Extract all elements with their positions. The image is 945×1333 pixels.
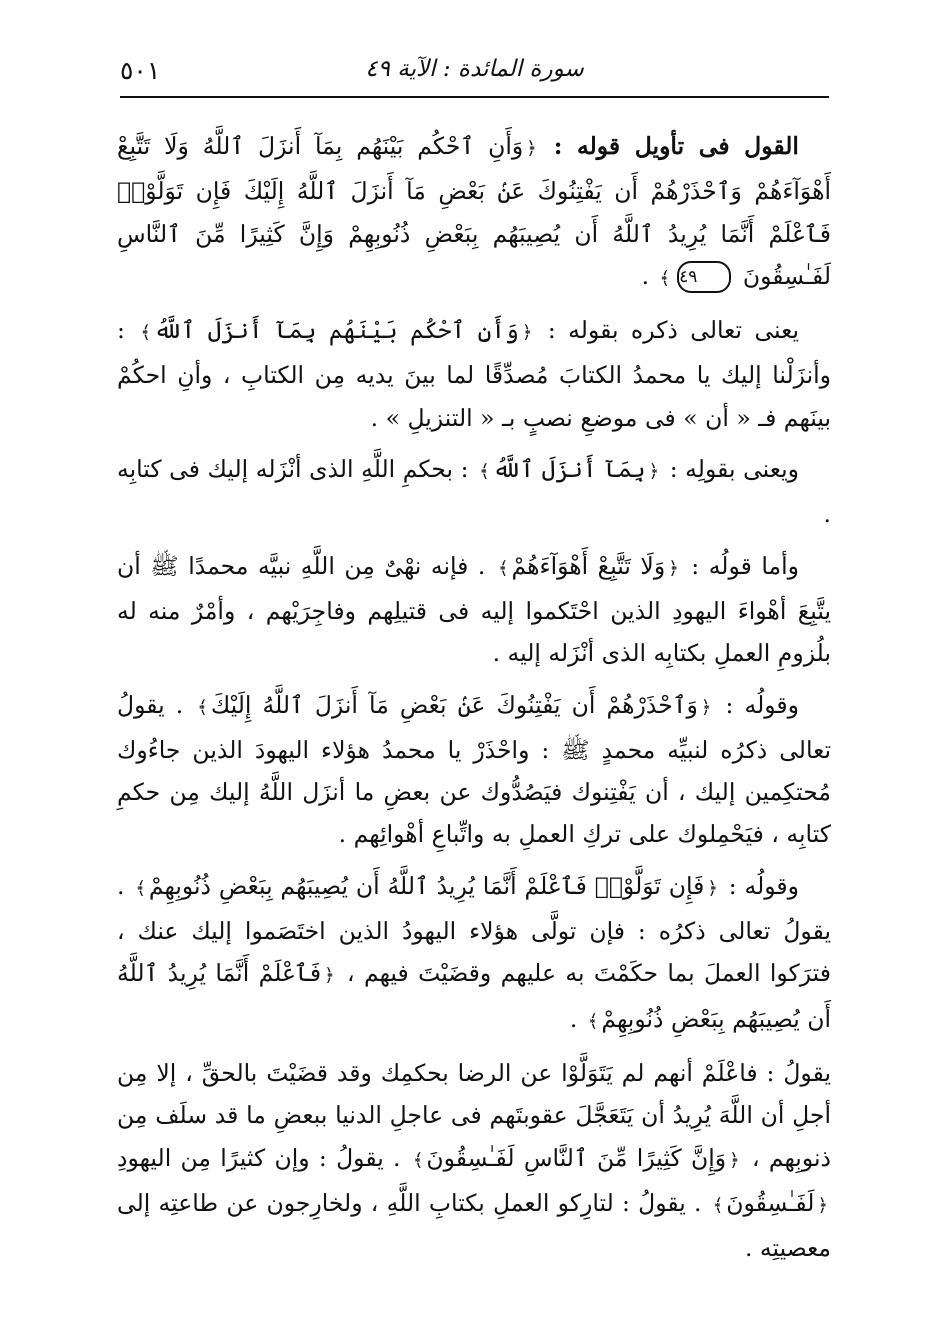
verse-open-bracket: ﴿ bbox=[648, 461, 660, 483]
verse-close-bracket: ﴾ bbox=[659, 267, 671, 289]
paragraph-text: وقولُه : bbox=[714, 690, 799, 719]
verse-close-bracket: ﴾ bbox=[140, 322, 151, 344]
verse-close-bracket: ﴾ bbox=[497, 557, 509, 579]
paragraph-text: . يقولُ تعالى ذكرُه : فإن تولَّى هؤلاء اليهودُ الذين اختَصَموا إليك عنك ، فترَكوا العملَ بما حكَمْتَ به عليهم وقضَيْتَ فيهم ، bbox=[117, 871, 831, 988]
paragraph-text: وأما قولُه : bbox=[681, 551, 799, 580]
quran-verse: وَإِنَّ كَثِيرًا مِّنَ ٱلنَّاسِ لَفَـٰسِقُونَ bbox=[426, 1143, 727, 1172]
paragraph-2 bbox=[117, 309, 831, 439]
verse-open-bracket: ﴿ bbox=[668, 557, 679, 579]
paragraph-text: يعنى تعالى ذكره بقوله : bbox=[535, 316, 800, 345]
paragraph-text: وقولُه : bbox=[720, 871, 799, 900]
quran-verse: فَإِن تَوَلَّوْا۟ فَٱعْلَمْ أَنَّمَا يُرِيدُ ٱللَّهُ أَن يُصِيبَهُم بِبَعْضِ ذُنُوبِهِمْ bbox=[148, 871, 705, 900]
verse-open-bracket: ﴿ bbox=[729, 1149, 740, 1171]
quran-verse: وَأَنِ ٱحْكُم بَيْنَهُم بِمَآ أَنزَلَ ٱللَّهُ وَلَا تَتَّبِعْ أَهْوَآءَهُمْ وَٱحْذَرْهُمْ أَن يَفْتِنُوكَ عَنۢ بَعْضِ مَآ أَنزَلَ ٱللَّهُ إِلَيْكَ فَإِن تَوَلَّوْا۟ فَٱعْلَمْ أَنَّمَا يُرِيدُ ٱللَّهُ أَن يُصِيبَهُم بِبَعْضِ ذُنُوبِهِمْ وَإِنَّ كَثِيرًا مِّنَ ٱلنَّاسِ لَفَـٰسِقُونَ bbox=[117, 132, 831, 290]
quran-verse: وَأَنِ ٱحْكُم بَيْنَهُم بِمَآ أَنزَلَ ٱللَّهُ bbox=[153, 316, 519, 345]
paragraph-4 bbox=[117, 545, 831, 675]
paragraph-text: يقولُ : فاعْلَمْ أنهم لم يَتَوَلَّوْا عن الرضا بحكمِك وقد قضَيْتَ بالحقِّ ، إلا مِن أجلِ أن اللَّهَ يُرِيدُ أن يَتَعَجَّلَ عقوبتَهم فى عاجلِ الدنيا ببعضِ ما قد سلَف مِن ذنوبِهم ، bbox=[117, 1058, 831, 1172]
verse-close-bracket: ﴾ bbox=[479, 461, 490, 483]
verse-close-bracket: ﴾ bbox=[712, 1194, 724, 1216]
verse-close-bracket: ﴾ bbox=[197, 696, 208, 718]
paragraph-text: . يقولُ : وإن كثيرًا مِن اليهودِ bbox=[117, 1143, 410, 1172]
paragraph-text: : وأنزَلْنا إليك يا محمدُ الكتابَ مُصدِّقًا لما بينَ يديه مِن الكتابِ ، وأنِ احكُمْ بينَهم فـ « أن » فى موضعِ نصبٍ بـ « التنزيلِ » . bbox=[117, 316, 831, 432]
quran-verse: وَلَا تَتَّبِعْ أَهْوَآءَهُمْ bbox=[511, 551, 666, 580]
paragraph-text: . bbox=[569, 1004, 585, 1033]
quran-verse: بِمَآ أَنزَلَ ٱللَّهُ bbox=[492, 455, 646, 484]
quran-verse: فَٱعْلَمْ أَنَّمَا يُرِيدُ ٱللَّهُ أَن يُصِيبَهُم بِبَعْضِ ذُنُوبِهِمْ bbox=[117, 959, 831, 1033]
header-rule bbox=[120, 96, 829, 98]
verse-open-bracket: ﴿ bbox=[817, 1194, 828, 1216]
paragraph-text: : بحكمِ اللَّهِ الذى أنْزَله إليك فى كتابِه . bbox=[117, 455, 831, 529]
paragraph-text: . فإنه نهْىٌ مِن اللَّهِ نبيَّه محمدًا ﷺ أن يتَّبِعَ أهْواءَ اليهودِ الذين احْتَكموا إليه فى قتيلِهم وفاجِرَيْهم ، وأمْرٌ منه له بلُزومِ العملِ بكتابِه الذى أنْزَله إليه . bbox=[117, 551, 831, 668]
paragraph-text: . يقولُ : لتارِكو العملِ بكتابِ اللَّهِ ، ولخارِجون عن طاعتِه إلى معصيتِه . bbox=[117, 1188, 831, 1263]
running-title: سورة المائدة : الآية ٤٩ bbox=[365, 56, 584, 82]
paragraph-7 bbox=[117, 1052, 831, 1269]
verse-open-bracket: ﴿ bbox=[700, 696, 712, 718]
page-body bbox=[117, 125, 831, 1315]
verse-number-marker: ٤٩ bbox=[677, 261, 731, 293]
verse-open-bracket: ﴿ bbox=[521, 322, 533, 344]
verse-close-bracket: ﴾ bbox=[412, 1149, 424, 1171]
page-header bbox=[120, 50, 829, 98]
section-heading: القول فى تأويل قوله : bbox=[553, 132, 799, 160]
paragraph-text: . bbox=[641, 261, 657, 290]
quran-verse: وَٱحْذَرْهُمْ أَن يَفْتِنُوكَ عَنۢ بَعْضِ مَآ أَنزَلَ ٱللَّهُ إِلَيْكَ bbox=[210, 690, 698, 719]
paragraph-3 bbox=[117, 448, 831, 536]
paragraph-text: . يقولُ تعالى ذكرُه لنبيِّه محمدٍ ﷺ : واحْذَرْ يا محمدُ هؤلاء اليهودَ الذين جاءُوك مُحتكِمين إليك ، أن يَفْتِنوك فيَصُدُّوك عن بعضِ ما أنزَل اللَّهُ إليك مِن حكمِ كتابِه ، فيَحْمِلوك على تركِ العملِ به واتِّباعِ أهْوائِهم . bbox=[117, 690, 831, 849]
paragraph-5 bbox=[117, 684, 831, 856]
quran-verse: لَفَـٰسِقُونَ bbox=[726, 1188, 815, 1217]
paragraph-text: ويعنى بقولِه : bbox=[662, 455, 799, 484]
verse-close-bracket: ﴾ bbox=[135, 877, 146, 899]
verse-open-bracket: ﴿ bbox=[324, 965, 335, 987]
paragraph-1 bbox=[117, 125, 831, 300]
verse-close-bracket: ﴾ bbox=[587, 1010, 599, 1032]
verse-open-bracket: ﴿ bbox=[526, 138, 537, 159]
verse-open-bracket: ﴿ bbox=[707, 877, 718, 899]
page-number: ٥٠١ bbox=[120, 56, 161, 85]
paragraph-6 bbox=[117, 865, 831, 1043]
